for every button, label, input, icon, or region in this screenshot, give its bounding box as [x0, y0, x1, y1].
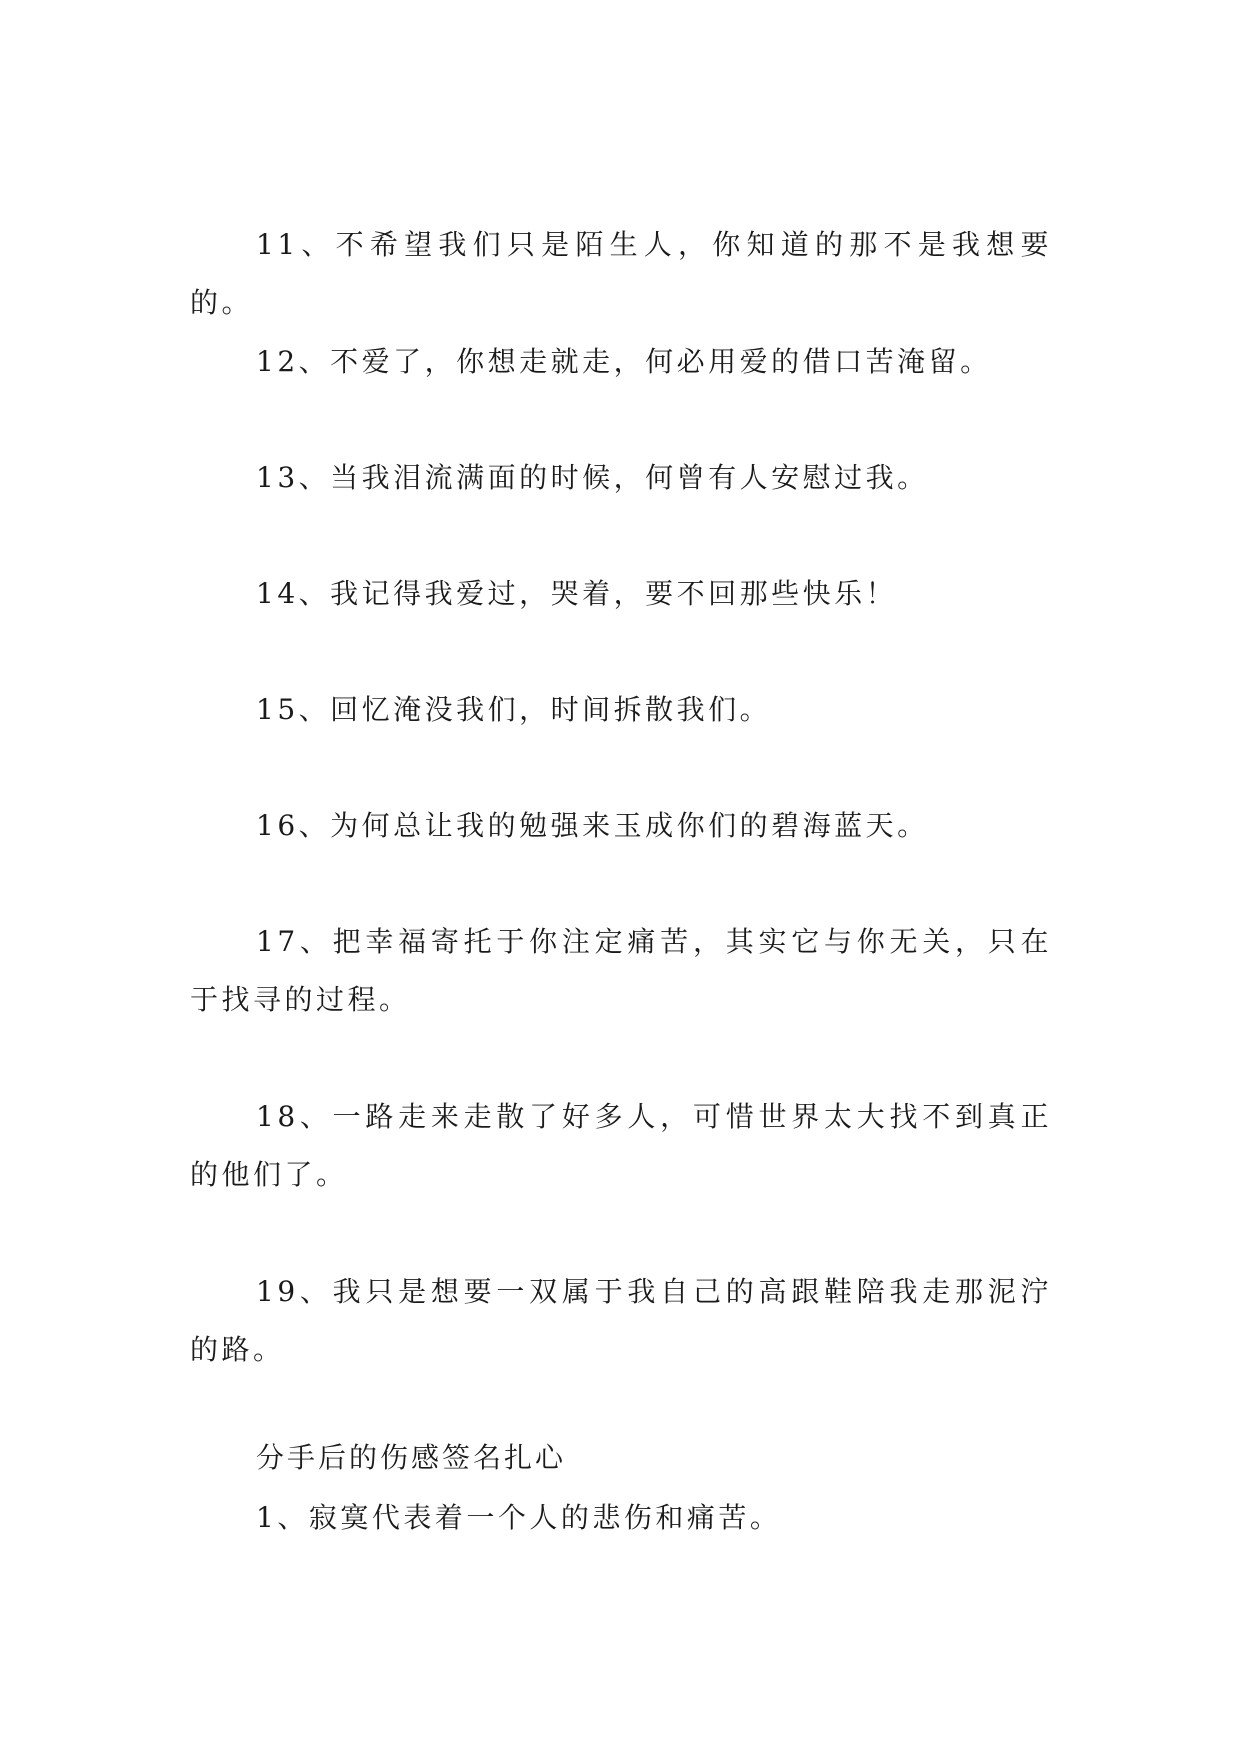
paragraph-item-17: 17、把幸福寄托于你注定痛苦，其实它与你无关，只在于找寻的过程。 — [190, 925, 1052, 1016]
paragraph-item-11: 11、不希望我们只是陌生人，你知道的那不是我想要的。 — [190, 228, 1052, 319]
section-heading: 分手后的伤感签名扎心 — [256, 1441, 567, 1474]
paragraph-item-16: 16、为何总让我的勉强来玉成你们的碧海蓝天。 — [256, 809, 929, 842]
paragraph-item-18: 18、一路走来走散了好多人，可惜世界太大找不到真正的他们了。 — [190, 1100, 1052, 1191]
section-item-1: 1、寂寞代表着一个人的悲伤和痛苦。 — [256, 1501, 782, 1534]
paragraph-item-15: 15、回忆淹没我们，时间拆散我们。 — [256, 693, 772, 726]
paragraph-item-14: 14、我记得我爱过，哭着，要不回那些快乐！ — [256, 577, 898, 610]
paragraph-item-12: 12、不爱了，你想走就走，何必用爱的借口苦淹留。 — [256, 345, 992, 378]
paragraph-item-19: 19、我只是想要一双属于我自己的高跟鞋陪我走那泥泞的路。 — [190, 1275, 1052, 1366]
paragraph-item-13: 13、当我泪流满面的时候，何曾有人安慰过我。 — [256, 461, 929, 494]
